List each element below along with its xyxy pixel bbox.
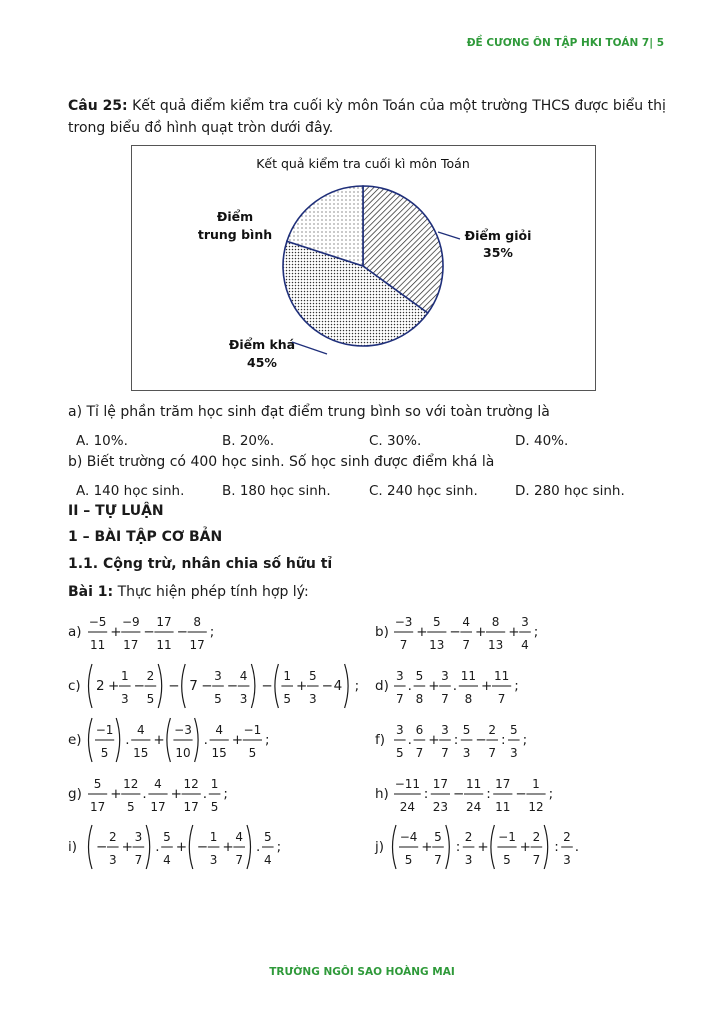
left-paren: [89, 825, 93, 869]
numerator: 3: [395, 723, 404, 737]
problem-label-d: d): [375, 678, 389, 694]
math-symbol: +: [108, 678, 120, 694]
numerator: 11: [493, 669, 510, 683]
expression-h: [394, 777, 553, 814]
label-trung-binh-1: Điểm: [216, 209, 254, 224]
denominator: 8: [464, 692, 473, 706]
expression-g: [88, 777, 228, 814]
math-symbol: +: [428, 732, 440, 748]
label-trung-binh-2: trung bình: [197, 227, 273, 242]
math-symbol: +: [508, 624, 520, 640]
math-symbol: .: [256, 839, 261, 855]
label-kha-1: Điểm khá: [228, 337, 296, 352]
numerator: 8: [491, 615, 500, 629]
denominator: 24: [399, 800, 416, 814]
math-row-3: [68, 716, 668, 764]
problem-label-e: e): [68, 732, 82, 748]
numerator: −9: [121, 615, 140, 629]
option-a: A. 140 học sinh.: [76, 483, 185, 499]
option-b: B. 180 học sinh.: [222, 483, 331, 499]
option-a: A. 10%.: [76, 433, 128, 449]
numerator: 5: [509, 723, 518, 737]
numerator: −1: [243, 723, 262, 737]
left-paren: [491, 825, 495, 869]
numerator: −3: [174, 723, 192, 737]
right-paren: [158, 664, 162, 708]
numerator: 1: [209, 830, 218, 844]
denominator: 5: [126, 800, 135, 814]
denominator: 5: [248, 746, 257, 760]
expression-b: [394, 615, 538, 652]
leader-kha: [292, 342, 327, 354]
right-paren: [195, 718, 199, 762]
numerator: 4: [235, 830, 244, 844]
left-paren: [182, 664, 186, 708]
label-kha-2: 45%: [247, 355, 277, 370]
problem-label-a: a): [68, 624, 82, 640]
left-paren: [89, 664, 93, 708]
numerator: 5: [93, 777, 102, 791]
denominator: 3: [239, 692, 248, 706]
denominator: 5: [395, 746, 404, 760]
math-symbol: +: [153, 732, 165, 748]
numerator: 1: [283, 669, 292, 683]
numerator: 4: [239, 669, 248, 683]
denominator: 7: [395, 692, 404, 706]
math-symbol: −: [449, 624, 461, 640]
expression-j: [393, 825, 580, 869]
denominator: 7: [399, 638, 408, 652]
numerator: 3: [214, 669, 222, 683]
numerator: 2: [488, 723, 497, 737]
math-symbol: .: [142, 786, 147, 802]
expression-e: [89, 718, 270, 762]
denominator: 13: [429, 638, 445, 652]
question-text: Kết quả điểm kiểm tra cuối kỳ môn Toán của một trường THCS được biểu thị: [127, 98, 666, 114]
denominator: 15: [211, 746, 227, 760]
option-d: D. 40%.: [515, 433, 569, 449]
problem-label-c: c): [68, 678, 81, 694]
numerator: 17: [495, 777, 511, 791]
expression-c: [89, 664, 360, 708]
part-a-question: a) Tỉ lệ phần trăm học sinh đạt điểm trung bình so với toàn trường là: [68, 404, 550, 420]
math-symbol: ;: [276, 839, 282, 855]
math-row-5: [68, 823, 668, 871]
denominator: 3: [462, 746, 471, 760]
pie-chart: [132, 146, 595, 390]
denominator: 17: [189, 638, 205, 652]
math-symbol: +: [121, 839, 133, 855]
numerator: −1: [95, 723, 114, 737]
numerator: 5: [415, 669, 424, 683]
math-symbol: −: [453, 786, 465, 802]
numerator: 1: [120, 669, 129, 683]
math-row-2: [68, 662, 668, 710]
numerator: 8: [193, 615, 202, 629]
math-symbol: +: [110, 624, 122, 640]
numerator: 17: [432, 777, 449, 791]
expression-a: [88, 615, 214, 652]
math-symbol: −: [96, 839, 108, 855]
denominator: 3: [563, 853, 571, 867]
numerator: 2: [464, 830, 473, 844]
denominator: 7: [415, 746, 424, 760]
denominator: 23: [432, 800, 449, 814]
option-c: C. 240 học sinh.: [369, 483, 478, 499]
numerator: 5: [432, 615, 441, 629]
math-symbol: 7: [189, 678, 198, 694]
denominator: 15: [133, 746, 149, 760]
numerator: 12: [183, 777, 199, 791]
denominator: 24: [465, 800, 482, 814]
denominator: 7: [441, 692, 449, 706]
denominator: 17: [89, 800, 106, 814]
denominator: 3: [108, 853, 117, 867]
math-symbol: +: [110, 786, 122, 802]
label-gioi-1: Điểm giỏi: [464, 228, 532, 243]
question-label: Câu 25:: [68, 98, 128, 114]
numerator: 6: [415, 723, 424, 737]
page-footer: TRƯỜNG NGÔI SAO HOÀNG MAI: [269, 966, 455, 978]
math-symbol: +: [416, 624, 428, 640]
math-symbol: ;: [223, 786, 228, 802]
math-symbol: .: [155, 839, 160, 855]
option-d: D. 280 học sinh.: [515, 483, 625, 499]
exercise-text: Thực hiện phép tính hợp lý:: [113, 584, 309, 600]
numerator: 11: [465, 777, 482, 791]
numerator: 4: [462, 615, 471, 629]
math-symbol: +: [519, 839, 531, 855]
math-symbol: 4: [333, 678, 343, 694]
math-symbol: ;: [514, 678, 519, 694]
left-paren: [393, 825, 397, 869]
problem-label-i: i): [68, 839, 78, 855]
denominator: 13: [487, 638, 504, 652]
denominator: 5: [100, 746, 109, 760]
denominator: 4: [263, 853, 272, 867]
numerator: −11: [394, 777, 421, 791]
right-paren: [251, 664, 255, 708]
numerator: 1: [532, 777, 540, 791]
numerator: 1: [210, 777, 219, 791]
denominator: 5: [404, 853, 413, 867]
topic-title: 1.1. Cộng trừ, nhân chia số hữu tỉ: [68, 556, 333, 572]
math-symbol: +: [231, 732, 244, 748]
numerator: 2: [146, 669, 155, 683]
math-symbol: −: [515, 786, 527, 802]
numerator: 4: [136, 723, 145, 737]
math-symbol: ;: [533, 624, 539, 640]
denominator: 3: [509, 746, 518, 760]
denominator: 5: [146, 692, 155, 706]
math-symbol: +: [428, 678, 440, 694]
left-paren: [89, 718, 93, 762]
math-symbol: −: [168, 678, 180, 694]
right-paren: [146, 825, 150, 869]
problem-label-b: b): [375, 624, 389, 640]
problem-label-g: g): [68, 786, 82, 802]
problem-label-h: h): [375, 786, 389, 802]
exercise-label: Bài 1:: [68, 584, 114, 600]
math-symbol: +: [481, 678, 493, 694]
denominator: 7: [497, 692, 506, 706]
denominator: 7: [462, 638, 471, 652]
math-symbol: +: [296, 678, 308, 694]
denominator: 7: [441, 746, 449, 760]
numerator: −3: [394, 615, 413, 629]
right-paren: [116, 718, 120, 762]
math-symbol: :: [423, 786, 429, 802]
numerator: 3: [521, 615, 529, 629]
math-symbol: .: [407, 678, 412, 694]
denominator: 12: [528, 800, 544, 814]
denominator: 17: [183, 800, 199, 814]
denominator: 8: [415, 692, 424, 706]
denominator: 3: [308, 692, 317, 706]
math-symbol: −: [321, 678, 333, 694]
math-symbol: ;: [522, 732, 528, 748]
denominator: 7: [532, 853, 541, 867]
denominator: 11: [156, 638, 172, 652]
math-symbol: :: [501, 732, 506, 748]
math-symbol: −: [133, 678, 145, 694]
denominator: 4: [163, 853, 171, 867]
expression-i: [89, 825, 282, 869]
question-25: [68, 95, 666, 139]
leader-gioi: [438, 232, 460, 239]
chart-title: Kết quả kiểm tra cuối kì môn Toán: [256, 156, 470, 171]
numerator: 5: [263, 830, 272, 844]
math-symbol: .: [202, 786, 208, 802]
denominator: 5: [210, 800, 219, 814]
math-symbol: :: [453, 732, 459, 748]
exercise-1: [68, 581, 309, 603]
math-symbol: +: [421, 839, 433, 855]
numerator: −5: [88, 615, 107, 629]
math-symbol: :: [554, 839, 559, 855]
math-symbol: +: [475, 624, 487, 640]
pie-chart-box: [131, 145, 596, 391]
numerator: 17: [156, 615, 172, 629]
numerator: 5: [163, 830, 171, 844]
numerator: 2: [108, 830, 117, 844]
left-paren: [275, 664, 279, 708]
math-symbol: −: [226, 678, 239, 694]
denominator: 7: [488, 746, 497, 760]
math-symbol: .: [452, 678, 458, 694]
denominator: 17: [150, 800, 166, 814]
math-symbol: −: [261, 678, 273, 694]
numerator: 5: [434, 830, 442, 844]
numerator: 3: [441, 723, 449, 737]
numerator: 4: [215, 723, 224, 737]
math-symbol: ;: [209, 624, 215, 640]
math-symbol: .: [574, 839, 580, 855]
part-b-question: b) Biết trường có 400 học sinh. Số học sinh được điểm khá là: [68, 454, 495, 470]
math-symbol: +: [222, 839, 234, 855]
math-row-4: [68, 770, 668, 818]
math-symbol: ;: [265, 732, 270, 748]
expression-f: [394, 723, 527, 760]
denominator: 5: [214, 692, 222, 706]
numerator: 3: [395, 669, 404, 683]
question-text-2: trong biểu đồ hình quạt tròn dưới đây.: [68, 120, 334, 136]
denominator: 5: [283, 692, 292, 706]
math-symbol: +: [477, 839, 489, 855]
math-symbol: −: [201, 678, 213, 694]
math-symbol: .: [125, 732, 130, 748]
pie-slices: [283, 186, 443, 346]
subsection-title: 1 – BÀI TẬP CƠ BẢN: [68, 529, 223, 545]
denominator: 5: [503, 853, 511, 867]
problem-label-f: f): [375, 732, 386, 748]
denominator: 7: [434, 853, 442, 867]
math-symbol: −: [475, 732, 487, 748]
math-symbol: 2: [96, 678, 105, 694]
numerator: 3: [134, 830, 143, 844]
numerator: 5: [308, 669, 317, 683]
problem-label-j: j): [375, 839, 385, 855]
expression-d: [394, 669, 519, 706]
denominator: 7: [235, 853, 244, 867]
numerator: 3: [441, 669, 449, 683]
denominator: 3: [120, 692, 129, 706]
denominator: 17: [123, 638, 139, 652]
denominator: 11: [495, 800, 511, 814]
numerator: −4: [399, 830, 418, 844]
right-paren: [247, 825, 251, 869]
label-gioi-2: 35%: [483, 245, 513, 260]
left-paren: [189, 825, 193, 869]
option-c: C. 30%.: [369, 433, 422, 449]
right-paren: [345, 664, 349, 708]
numerator: 12: [123, 777, 139, 791]
page-header: ĐỀ CƯƠNG ÔN TẬP HKI TOÁN 7| 5: [466, 37, 664, 49]
numerator: 11: [460, 669, 477, 683]
numerator: 2: [532, 830, 541, 844]
math-symbol: −: [176, 624, 188, 640]
denominator: 10: [175, 746, 191, 760]
denominator: 11: [89, 638, 106, 652]
math-symbol: +: [175, 839, 188, 855]
left-paren: [167, 718, 171, 762]
math-symbol: +: [170, 786, 182, 802]
denominator: 7: [134, 853, 143, 867]
right-paren: [544, 825, 548, 869]
math-symbol: :: [455, 839, 461, 855]
numerator: 4: [154, 777, 162, 791]
section-title: II – TỰ LUẬN: [68, 503, 164, 519]
math-symbol: −: [143, 624, 155, 640]
math-symbol: ;: [354, 678, 360, 694]
option-b: B. 20%.: [222, 433, 275, 449]
denominator: 3: [209, 853, 218, 867]
denominator: 4: [521, 638, 529, 652]
math-row-1: [68, 608, 668, 656]
numerator: 5: [462, 723, 471, 737]
numerator: −1: [498, 830, 516, 844]
numerator: 2: [563, 830, 571, 844]
right-paren: [446, 825, 450, 869]
math-symbol: −: [196, 839, 209, 855]
math-symbol: .: [203, 732, 208, 748]
math-symbol: :: [486, 786, 491, 802]
math-symbol: ;: [548, 786, 554, 802]
math-symbol: .: [407, 732, 412, 748]
denominator: 3: [464, 853, 473, 867]
